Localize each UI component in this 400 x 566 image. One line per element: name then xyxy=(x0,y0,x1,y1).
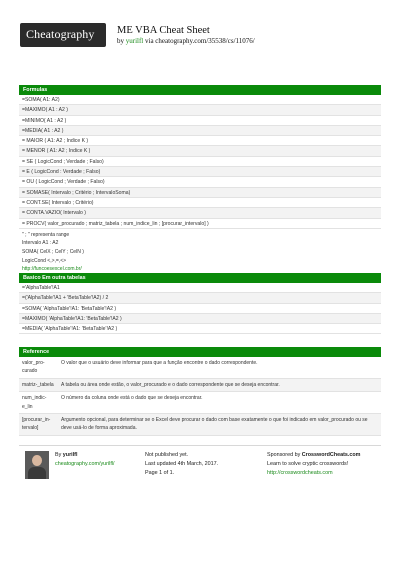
reference-row xyxy=(19,379,381,392)
published-status: Not published yet. xyxy=(145,452,189,458)
sponsor-tagline: Learn to solve cryptic crosswords! xyxy=(267,461,349,467)
reference-link[interactable]: http://funcoesexcel.com.br/ xyxy=(22,266,82,273)
basico-section xyxy=(19,273,381,334)
footer-sponsor xyxy=(267,451,360,478)
note-line: LogicCond <,>,=,<> xyxy=(22,257,67,264)
note-line: Intervalo A1 : A2 xyxy=(22,240,59,247)
formula-row: =MAXIMO( A1 : A2 ) xyxy=(19,105,381,115)
note-line: " ; " representa range xyxy=(22,231,70,238)
avatar-body xyxy=(28,467,46,479)
reference-term: [procurar_in-tervalo] xyxy=(22,417,51,432)
formula-list xyxy=(19,95,381,229)
section-header: Basico Em outra tabelas xyxy=(19,273,381,283)
logo-text: Cheatography xyxy=(26,27,95,41)
page-header xyxy=(0,0,400,56)
byline-by: by xyxy=(117,37,124,45)
last-updated: Last updated 4th March, 2017. xyxy=(145,461,219,467)
formula-row: = MENOR ( A1: A2 ; Indice K ) xyxy=(19,146,381,156)
formula-row: = CONTA.VAZIO( Intervalo ) xyxy=(19,208,381,218)
reference-row xyxy=(19,357,381,379)
formula-row: = CONT.SE( Intervalo ; Critério) xyxy=(19,198,381,208)
reference-table xyxy=(19,357,381,436)
sponsor-prefix: Sponsored by xyxy=(267,452,301,458)
reference-row xyxy=(19,392,381,414)
page-count: Page 1 of 1. xyxy=(145,470,175,476)
formula-row: = PROCV( valor_procurado ; matriz_tabela ; num_indice_lin ; [procurar_intervalo] ) xyxy=(19,219,381,229)
reference-definition: O valor que o usuário deve informar para que a função encontre o dado correspondente. xyxy=(61,360,258,366)
formula-row: =SOMA( A1: A2) xyxy=(19,95,381,105)
page-footer xyxy=(19,445,381,485)
reference-section xyxy=(19,347,381,436)
footer-author-name[interactable]: yurilfl xyxy=(62,452,78,458)
footer-author-link[interactable]: cheatography.com/yurilfl/ xyxy=(55,461,115,467)
footer-author xyxy=(55,451,115,469)
formula-row: =MEDIA( A1 : A2 ) xyxy=(19,126,381,136)
formula-row: = SOMASE( Intervalo ; Critério ; IntervaloSoma) xyxy=(19,188,381,198)
formula-row: =MINIMO( A1 : A2 ) xyxy=(19,116,381,126)
reference-term: matriz-_tabela xyxy=(22,381,54,388)
footer-publish-info xyxy=(145,451,218,478)
author-link[interactable]: yurilfl xyxy=(125,37,144,45)
formula-row: = MAIOR ( A1: A2 ; Indice K ) xyxy=(19,136,381,146)
formula-row: =MAXIMO( 'AlphaTable'!A1: 'BetaTable'!A2 ) xyxy=(19,314,381,324)
reference-definition: O número da coluna onde está o dado que se deseja encontrar. xyxy=(61,395,203,402)
formula-row: =('AlphaTable'!A1 + 'BetaTable'!A2) / 2 xyxy=(19,293,381,303)
formula-row: = OU ( LogicCond ; Verdade ; Falso) xyxy=(19,177,381,187)
author-avatar xyxy=(25,451,49,479)
section-header: Reference xyxy=(19,347,381,357)
formula-row: =MEDIA( 'AlphaTable'!A1: 'BetaTable'!A2 ) xyxy=(19,324,381,334)
note-line: SOMA( CelX ; CelY ; CelN ) xyxy=(22,249,84,256)
formula-notes xyxy=(19,229,381,277)
section-header: Formulas xyxy=(19,85,381,95)
avatar-head xyxy=(32,455,42,466)
sheet-byline xyxy=(117,37,255,45)
by-label: By xyxy=(55,452,62,458)
formula-row: ='AlphaTable'!A1 xyxy=(19,283,381,293)
reference-definition: Argumento opcional, para determinar se o Excel deve procurar o dado com base exatamente o que foi indicado em valor_procurado ou se deve usá-lo de forma aproximada. xyxy=(61,417,368,432)
reference-term: num_indic-e_lin xyxy=(22,395,47,410)
reference-term: valor_pro-curado xyxy=(22,360,45,375)
formula-row: = E ( LogicCond : Verdade ; Falso) xyxy=(19,167,381,177)
formula-row: =SOMA( 'AlphaTable'!A1: 'BetaTable'!A2 ) xyxy=(19,304,381,314)
reference-row xyxy=(19,414,381,436)
reference-definition: A tabela ou área onde estão, o valor_procurado e o dado correspondente que se deseja encontrar. xyxy=(61,381,280,388)
sheet-title: ME VBA Cheat Sheet xyxy=(117,25,210,36)
formula-row: = SE ( LogicCond ; Verdade ; Falso) xyxy=(19,157,381,167)
basico-list xyxy=(19,283,381,334)
formulas-section xyxy=(19,85,381,277)
sponsor-link[interactable]: http://crosswordcheats.com xyxy=(267,470,333,476)
sponsor-name[interactable]: CrosswordCheats.com xyxy=(301,452,361,458)
byline-via[interactable]: via cheatography.com/35538/cs/11076/ xyxy=(145,37,255,45)
